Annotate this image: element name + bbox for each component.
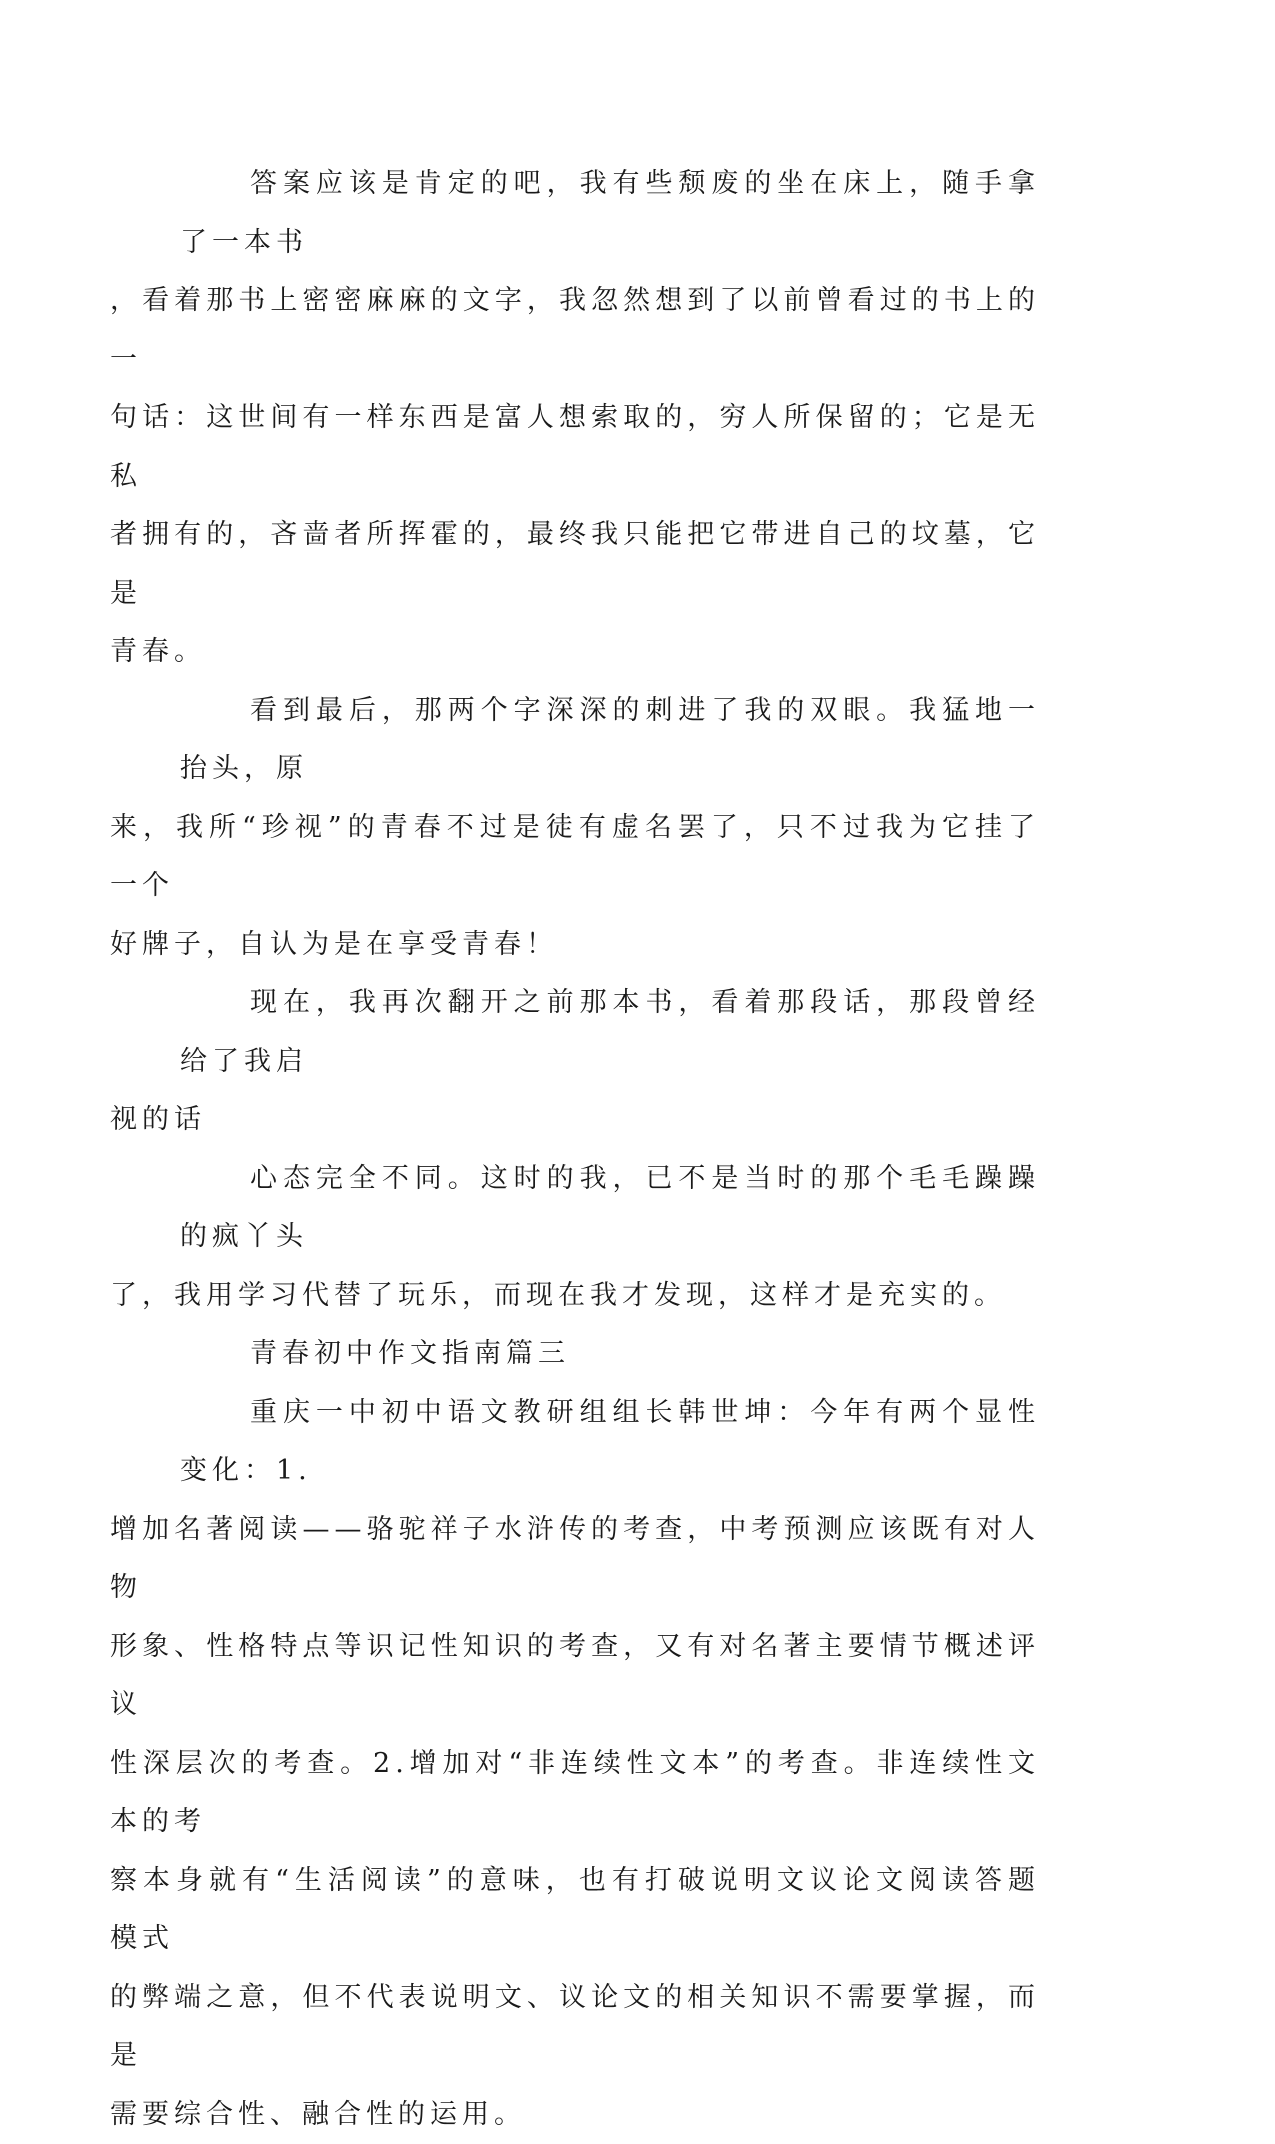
- paragraph-6: [180, 1384, 1040, 2144]
- text-line: ，看着那书上密密麻麻的文字，我忽然想到了以前曾看过的书上的一: [110, 272, 1040, 389]
- section-heading: [180, 1325, 1040, 1384]
- text-line: 者拥有的，吝啬者所挥霍的，最终我只能把它带进自己的坟墓，它是: [110, 506, 1040, 623]
- text-line: 句话：这世间有一样东西是富人想索取的，穷人所保留的；它是无私: [110, 389, 1040, 506]
- text-line: 视的话: [110, 1091, 206, 1150]
- document-body: [180, 155, 1040, 2144]
- text-line: 答案应该是肯定的吧，我有些颓废的坐在床上，随手拿了一本书: [180, 168, 1040, 258]
- text-line: 心态完全不同。这时的我，已不是当时的那个毛毛躁躁的疯丫头: [180, 1163, 1040, 1253]
- text-line: 性深层次的考查。2.增加对“非连续性文本”的考查。非连续性文本的考: [110, 1735, 1040, 1852]
- text-line: 现在，我再次翻开之前那本书，看着那段话，那段曾经给了我启: [180, 987, 1040, 1077]
- paragraph-1: [180, 155, 1040, 682]
- text-line: 好牌子，自认为是在享受青春！: [110, 916, 558, 975]
- text-line: 看到最后，那两个字深深的刺进了我的双眼。我猛地一抬头，原: [180, 695, 1040, 785]
- text-line: 增加名著阅读——骆驼祥子水浒传的考查，中考预测应该既有对人物: [110, 1501, 1040, 1618]
- text-line: 青春初中作文指南篇三: [250, 1338, 570, 1369]
- text-line: 形象、性格特点等识记性知识的考查，又有对名著主要情节概述评议: [110, 1618, 1040, 1735]
- text-line: 来，我所“珍视”的青春不过是徒有虚名罢了，只不过我为它挂了一个: [110, 799, 1040, 916]
- text-line: 的弊端之意，但不代表说明文、议论文的相关知识不需要掌握，而是: [110, 1969, 1040, 2086]
- paragraph-3: [180, 974, 1040, 1150]
- text-line: 青春。: [110, 623, 206, 682]
- paragraph-2: [180, 682, 1040, 975]
- paragraph-4: [180, 1150, 1040, 1326]
- text-line: 察本身就有“生活阅读”的意味，也有打破说明文议论文阅读答题模式: [110, 1852, 1040, 1969]
- text-line: 了，我用学习代替了玩乐，而现在我才发现，这样才是充实的。: [110, 1267, 1006, 1326]
- text-line: 需要综合性、融合性的运用。: [110, 2086, 526, 2144]
- text-line: 重庆一中初中语文教研组组长韩世坤：今年有两个显性变化：1.: [180, 1397, 1040, 1487]
